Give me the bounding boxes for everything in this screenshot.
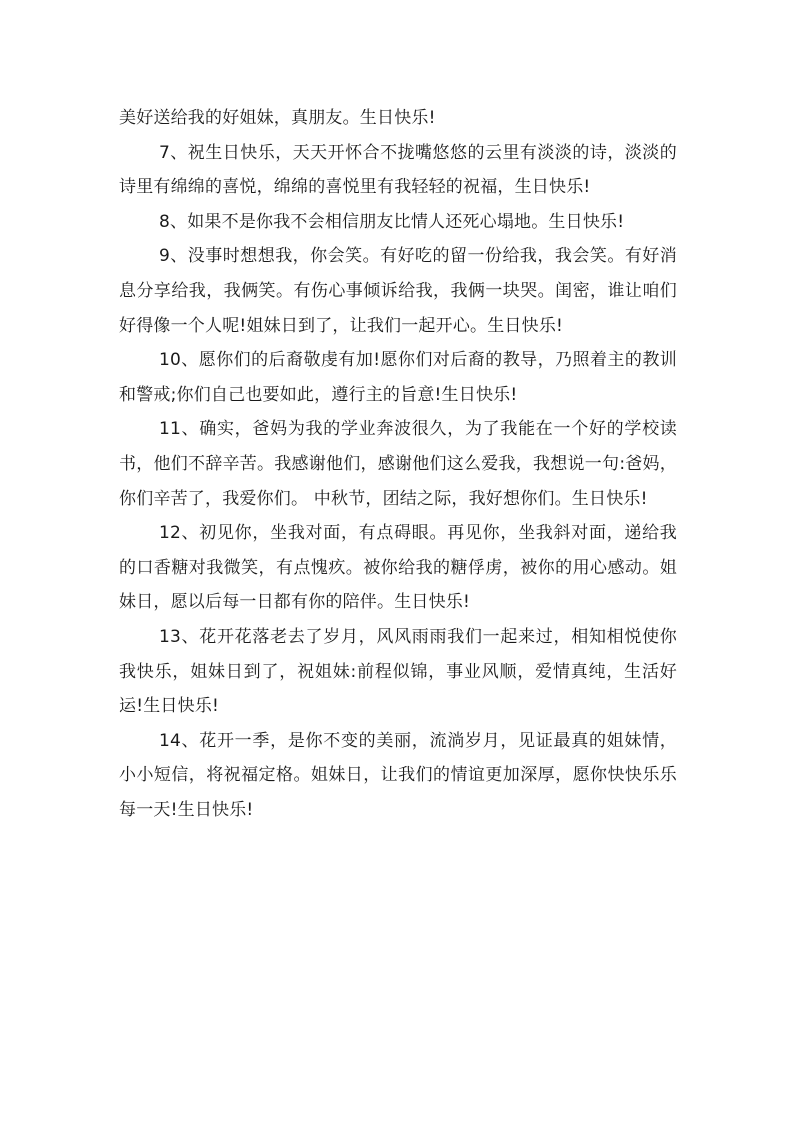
document-page xyxy=(119,101,677,827)
paragraph-item-13: 13、花开花落老去了岁月，风风雨雨我们一起来过，相知相悦使你我快乐，姐妹日到了，祝姐妹:前程似锦，事业风顺，爱情真纯，生活好运!生日快乐! xyxy=(119,626,677,717)
paragraph-continuation: 美好送给我的好姐妹，真朋友。生日快乐! xyxy=(119,108,436,128)
paragraph-item-10: 10、愿你们的后裔敬虔有加!愿你们对后裔的教导，乃照着主的教训和警戒;你们自己也要如此，遵行主的旨意!生日快乐! xyxy=(119,350,677,405)
paragraph-item-7: 7、祝生日快乐，天天开怀合不拢嘴悠悠的云里有淡淡的诗，淡淡的诗里有绵绵的喜悦，绵绵的喜悦里有我轻轻的祝福，生日快乐! xyxy=(119,142,677,198)
paragraph-item-11: 11、确实，爸妈为我的学业奔波很久，为了我能在一个好的学校读书，他们不辞辛苦。我感谢他们，感谢他们这么爱我，我想说一句:爸妈，你们辛苦了，我爱你们。 中秋节，团结之际，我好想你们。生日快乐! xyxy=(119,419,677,509)
paragraph-item-14: 14、花开一季，是你不变的美丽，流淌岁月，见证最真的姐妹情，小小短信，将祝福定格。姐妹日，让我们的情谊更加深厚，愿你快快乐乐每一天!生日快乐! xyxy=(119,730,677,820)
paragraph-item-9: 9、没事时想想我，你会笑。有好吃的留一份给我，我会笑。有好消息分享给我，我俩笑。有伤心事倾诉给我，我俩一块哭。闺密，谁让咱们好得像一个人呢!姐妹日到了，让我们一起开心。生日快乐! xyxy=(119,246,677,336)
paragraph-item-12: 12、初见你，坐我对面，有点碍眼。再见你，坐我斜对面，递给我的口香糖对我微笑，有点愧疚。被你给我的糖俘虏，被你的用心感动。姐妹日，愿以后每一日都有你的陪伴。生日快乐! xyxy=(119,523,677,613)
paragraph-item-8: 8、如果不是你我不会相信朋友比情人还死心塌地。生日快乐! xyxy=(159,211,625,232)
